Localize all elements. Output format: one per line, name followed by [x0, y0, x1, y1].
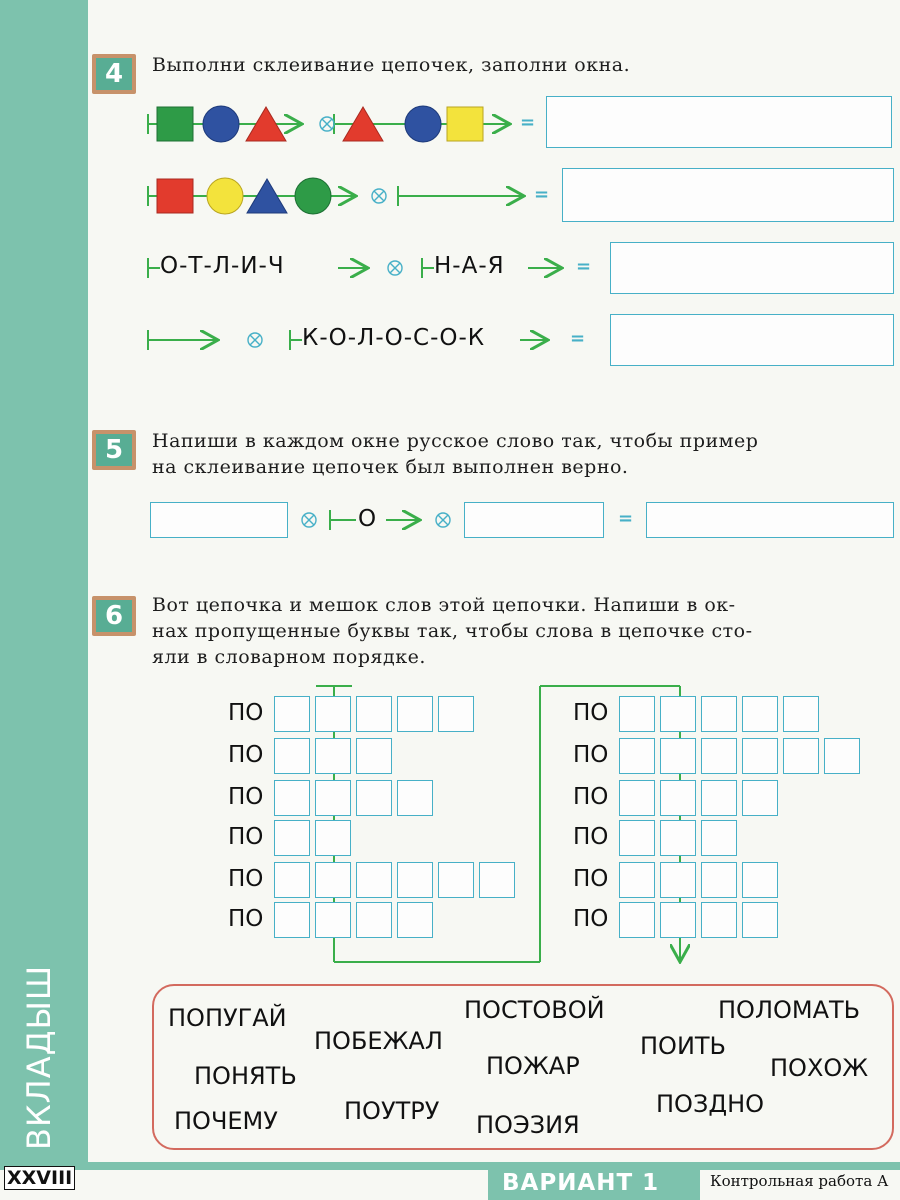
letter-cell[interactable] [619, 820, 655, 856]
letter-cell[interactable] [274, 780, 310, 816]
answer-box-1[interactable] [546, 96, 892, 148]
letter-cell[interactable] [315, 738, 351, 774]
letter-cell[interactable] [356, 738, 392, 774]
variant-label: ВАРИАНТ 1 [502, 1170, 660, 1196]
letter-cell[interactable] [479, 862, 515, 898]
letter-cell[interactable] [619, 862, 655, 898]
letter-cell[interactable] [356, 902, 392, 938]
chain-kolosok: К-О-Л-О-С-О-К [302, 325, 486, 351]
letter-cell[interactable] [356, 862, 392, 898]
letter-cell[interactable] [742, 902, 778, 938]
letter-cell[interactable] [783, 738, 819, 774]
task4-instruction: Выполни склеивание цепочек, заполни окна. [152, 54, 631, 76]
prefix-po: ПО [573, 700, 609, 726]
letter-cell[interactable] [701, 696, 737, 732]
footer-bar [0, 1162, 900, 1170]
equals-sign: = [618, 508, 634, 529]
task-number-badge: 5 [92, 430, 136, 470]
task5-box-left[interactable] [150, 502, 288, 538]
letter-cell[interactable] [783, 696, 819, 732]
letter-cell[interactable] [397, 862, 433, 898]
letter-cell[interactable] [315, 862, 351, 898]
letter-cell[interactable] [701, 738, 737, 774]
prefix-po: ПО [228, 824, 264, 850]
letter-cell[interactable] [397, 780, 433, 816]
equals-sign: = [520, 112, 536, 133]
letter-cell[interactable] [397, 696, 433, 732]
equals-sign: = [534, 184, 550, 205]
letter-cell[interactable] [701, 780, 737, 816]
task5-box-middle[interactable] [464, 502, 604, 538]
task6-line3: яли в словарном порядке. [152, 646, 426, 668]
letter-cell[interactable] [660, 902, 696, 938]
letter-cell[interactable] [356, 696, 392, 732]
letter-cell[interactable] [660, 780, 696, 816]
task6-instruction [152, 592, 753, 670]
bag-word: ПОЧЕМУ [174, 1107, 278, 1135]
letter-cell[interactable] [742, 696, 778, 732]
task5-instruction [152, 428, 758, 480]
bag-word: ПОХОЖ [770, 1054, 869, 1082]
bag-word: ПОЖАР [486, 1052, 580, 1080]
letter-cell[interactable] [824, 738, 860, 774]
bag-word: ПОИТЬ [640, 1032, 727, 1060]
chain-naya: Н-А-Я [434, 253, 505, 279]
prefix-po: ПО [228, 742, 264, 768]
letter-cell[interactable] [315, 902, 351, 938]
letter-cell[interactable] [274, 902, 310, 938]
prefix-po: ПО [228, 700, 264, 726]
letter-cell[interactable] [274, 696, 310, 732]
letter-cell[interactable] [701, 820, 737, 856]
letter-cell[interactable] [660, 862, 696, 898]
letter-cell[interactable] [315, 780, 351, 816]
letter-cell[interactable] [356, 780, 392, 816]
bag-word: ПОЭЗИЯ [476, 1111, 580, 1139]
prefix-po: ПО [573, 784, 609, 810]
sidebar-label: ВКЛАДЫШ [20, 964, 58, 1150]
letter-cell[interactable] [619, 780, 655, 816]
prefix-po: ПО [573, 824, 609, 850]
letter-cell[interactable] [619, 738, 655, 774]
bag-word: ПОПУГАЙ [168, 1004, 287, 1032]
letter-cell[interactable] [438, 862, 474, 898]
task5-line2: на склеивание цепочек был выполнен верно. [152, 456, 629, 478]
bag-word: ПОСТОВОЙ [464, 996, 605, 1024]
answer-box-3[interactable] [610, 242, 894, 294]
letter-cell[interactable] [742, 738, 778, 774]
bag-word: ПОНЯТЬ [194, 1062, 297, 1090]
letter-cell[interactable] [438, 696, 474, 732]
bag-word: ПОБЕЖАЛ [314, 1027, 443, 1055]
page-number: XXVIII [4, 1166, 75, 1190]
answer-box-4[interactable] [610, 314, 894, 366]
equals-sign: = [570, 328, 586, 349]
task-number-badge: 6 [92, 596, 136, 636]
equals-sign: = [576, 256, 592, 277]
letter-cell[interactable] [619, 902, 655, 938]
letter-cell[interactable] [660, 820, 696, 856]
letter-cell[interactable] [397, 902, 433, 938]
task6-line1: Вот цепочка и мешок слов этой цепочки. Напиши в ок- [152, 594, 736, 616]
letter-cell[interactable] [274, 820, 310, 856]
task6-line2: нах пропущенные буквы так, чтобы слова в цепочке сто- [152, 620, 753, 642]
prefix-po: ПО [228, 784, 264, 810]
letter-cell[interactable] [619, 696, 655, 732]
bag-word: ПОУТРУ [344, 1097, 440, 1125]
letter-cell[interactable] [660, 738, 696, 774]
bag-word: ПОЛОМАТЬ [718, 996, 861, 1024]
prefix-po: ПО [228, 906, 264, 932]
letter-cell[interactable] [660, 696, 696, 732]
prefix-po: ПО [573, 866, 609, 892]
letter-cell[interactable] [701, 862, 737, 898]
chain-otlich: О-Т-Л-И-Ч [160, 253, 285, 279]
prefix-po: ПО [573, 906, 609, 932]
letter-cell[interactable] [315, 696, 351, 732]
chain-o: О [358, 506, 378, 532]
letter-cell[interactable] [274, 862, 310, 898]
letter-cell[interactable] [742, 862, 778, 898]
letter-cell[interactable] [701, 902, 737, 938]
letter-cell[interactable] [274, 738, 310, 774]
letter-cell[interactable] [742, 780, 778, 816]
prefix-po: ПО [228, 866, 264, 892]
task5-line1: Напиши в каждом окне русское слово так, чтобы пример [152, 430, 759, 452]
letter-cell[interactable] [315, 820, 351, 856]
work-label: Контрольная работа А [710, 1172, 889, 1190]
task5-box-result[interactable] [646, 502, 894, 538]
task-number-badge: 4 [92, 54, 136, 94]
prefix-po: ПО [573, 742, 609, 768]
bag-word: ПОЗДНО [656, 1090, 765, 1118]
answer-box-2[interactable] [562, 168, 894, 222]
